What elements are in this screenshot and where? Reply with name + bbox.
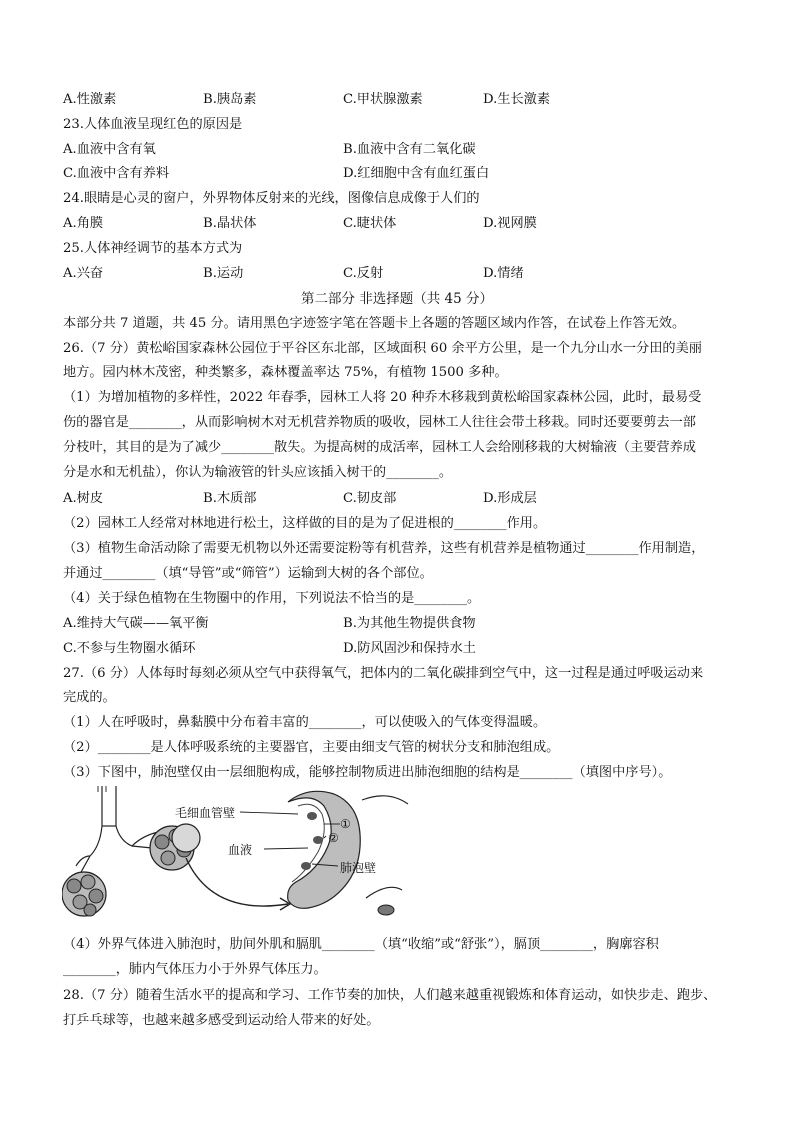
bronchi-drawing <box>76 786 158 874</box>
q26-sub4-option-a: A.维持大气碳——氧平衡 <box>63 616 209 631</box>
q24-option-c: C.睫状体 <box>343 216 397 231</box>
q27-sub-4b: ________，肺内气体压力小于外界气体压力。 <box>63 962 327 977</box>
q23-option-a: A.血液中含有氧 <box>63 142 156 157</box>
label-mark-2: ② <box>328 831 339 845</box>
q27-line-2: 完成的。 <box>63 690 116 705</box>
q26-sub4-option-c: C.不参与生物圈水循环 <box>63 641 196 656</box>
q23-option-d: D.红细胞中含有血红蛋白 <box>343 166 490 181</box>
q22-option-d: D.生长激素 <box>483 92 551 107</box>
q26-sub-3a: （3）植物生命活动除了需要无机物以外还需要淀粉等有机营养，这些有机营养是植物通过________作用制造， <box>63 541 705 556</box>
q28-line-1: 28.（7 分）随着生活水平的提高和学习、工作节奏的加快，人们越来越重视锻炼和体育运动，如快步走、跑步、 <box>63 988 717 1003</box>
alveoli-cluster-right <box>150 824 200 870</box>
q27-line-1: 27.（6 分）人体每时每刻必须从空气中获得氧气，把体内的二氧化碳排到空气中，这一过程是通过呼吸运动来 <box>63 666 704 681</box>
q26-sub4-option-b: B.为其他生物提供食物 <box>343 616 476 631</box>
q27-sub-4a: （4）外界气体进入肺泡时，肋间外肌和膈肌________（填“收缩”或“舒张”），膈顶________，胸廓容积 <box>63 937 659 952</box>
label-alveolar-wall: 肺泡壁 <box>340 861 377 875</box>
q22-option-a: A.性激素 <box>63 92 117 107</box>
q22-option-c: C.甲状腺激素 <box>343 92 423 107</box>
q24-option-d: D.视网膜 <box>483 216 537 231</box>
enlargement-arrow <box>186 858 290 910</box>
q24-stem: 24.眼睛是心灵的窗户，外界物体反射来的光线，图像信息成像于人们的 <box>63 191 480 206</box>
label-blood: 血液 <box>228 843 253 857</box>
q26-line-3: （1）为增加植物的多样性，2022 年春季，园林工人将 20 种乔木移栽到黄松峪国家森林公园，此时，最易受 <box>63 390 702 405</box>
q26-sub-4: （4）关于绿色植物在生物圈中的作用，下列说法不恰当的是________。 <box>63 591 481 606</box>
q25-option-a: A.兴奋 <box>63 266 104 281</box>
q26-sub4-option-d: D.防风固沙和保持水土 <box>343 641 476 656</box>
q26-line-6: 分是水和无机盐），你认为输液管的针头应该插入树干的________。 <box>63 465 453 480</box>
q28-line-2: 打乒乓球等，也越来越多感受到运动给人带来的好处。 <box>63 1013 380 1028</box>
q24-option-a: A.角膜 <box>63 216 104 231</box>
alveolus-figure <box>62 786 422 928</box>
q26-option-a: A.树皮 <box>63 491 104 506</box>
label-capillary-wall: 毛细血管壁 <box>175 806 236 820</box>
q25-option-d: D.情绪 <box>483 266 524 281</box>
q26-option-c: C.韧皮部 <box>343 491 397 506</box>
q26-sub-3b: 并通过________（填“导管”或“筛管”）运输到大树的各个部位。 <box>63 566 433 581</box>
q27-sub-1: （1）人在呼吸时，鼻黏膜中分布着丰富的________，可以使吸入的气体变得温暖。 <box>63 715 547 730</box>
q25-option-c: C.反射 <box>343 266 384 281</box>
q23-option-b: B.血液中含有二氧化碳 <box>343 142 476 157</box>
q27-sub-3: （3）下图中，肺泡壁仅由一层细胞构成，能够控制物质进出肺泡细胞的结构是________（填图中序号）。 <box>63 765 672 780</box>
alveolar-wall-drawing <box>288 791 408 915</box>
q26-option-d: D.形成层 <box>483 491 537 506</box>
q26-line-5: 分枝叶，其目的是为了减少________散失。为提高树的成活率，园林工人会给刚移栽的大树输液（主要营养成 <box>63 440 696 455</box>
alveoli-cluster-left <box>62 872 106 916</box>
q23-stem: 23.人体血液呈现红色的原因是 <box>63 117 243 132</box>
q26-sub-2: （2）园林工人经常对林地进行松土，这样做的目的是为了促进根的________作用。 <box>63 516 547 531</box>
q23-option-c: C.血液中含有养料 <box>63 166 170 181</box>
label-mark-1: ① <box>340 817 351 831</box>
part2-title: 第二部分 非选择题（共 45 分） <box>300 291 494 307</box>
q26-line-1: 26.（7 分）黄松峪国家森林公园位于平谷区东北部，区域面积 60 余平方公里，是一个九分山水一分田的美丽 <box>63 341 702 356</box>
q24-option-b: B.晶状体 <box>203 216 257 231</box>
q26-line-2: 地方。园内林木茂密，种类繁多，森林覆盖率达 75%，有植物 1500 多种。 <box>63 365 508 380</box>
q22-option-b: B.胰岛素 <box>203 92 257 107</box>
part2-intro: 本部分共 7 道题，共 45 分。请用黑色字迹签字笔在答题卡上各题的答题区域内作答，在试卷上作答无效。 <box>63 316 686 331</box>
q27-sub-2: （2）________是人体呼吸系统的主要器官，主要由细支气管的树状分支和肺泡组成。 <box>63 740 560 755</box>
q26-line-4: 伤的器官是________，从而影响树木对无机营养物质的吸收，园林工人往往会带土移栽。同时还要要剪去一部 <box>63 415 696 430</box>
q26-option-b: B.木质部 <box>203 491 257 506</box>
q25-option-b: B.运动 <box>203 266 244 281</box>
q25-stem: 25.人体神经调节的基本方式为 <box>63 241 243 256</box>
